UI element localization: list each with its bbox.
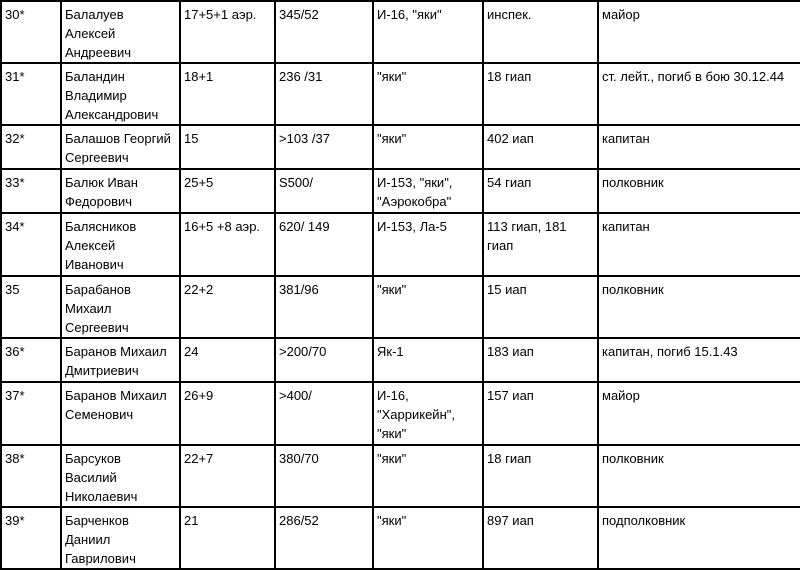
sorties-battles-cell: 345/52 bbox=[275, 1, 373, 63]
sorties-battles-cell: 620/ 149 bbox=[275, 213, 373, 276]
rank-cell: ст. лейт., погиб в бою 30.12.44 bbox=[598, 63, 800, 125]
row-number: 37* bbox=[1, 382, 61, 445]
victories-cell: 26+9 bbox=[180, 382, 275, 445]
unit-cell: 402 иап bbox=[483, 125, 598, 169]
table-row bbox=[1, 382, 800, 445]
sorties-battles-cell: >400/ bbox=[275, 382, 373, 445]
sorties-battles-cell: 380/70 bbox=[275, 445, 373, 507]
sorties-battles-cell: >103 /37 bbox=[275, 125, 373, 169]
row-number: 38* bbox=[1, 445, 61, 507]
victories-cell: 22+2 bbox=[180, 276, 275, 338]
unit-cell: 897 иап bbox=[483, 507, 598, 569]
row-number: 31* bbox=[1, 63, 61, 125]
table-row bbox=[1, 213, 800, 276]
victories-cell: 22+7 bbox=[180, 445, 275, 507]
unit-cell: 18 гиап bbox=[483, 445, 598, 507]
rank-cell: полковник bbox=[598, 169, 800, 213]
unit-cell: 113 гиап, 181 гиап bbox=[483, 213, 598, 276]
pilot-name: Барабанов Михаил Сергеевич bbox=[61, 276, 180, 338]
rank-cell: капитан bbox=[598, 213, 800, 276]
pilot-name: Балюк Иван Федорович bbox=[61, 169, 180, 213]
victories-cell: 25+5 bbox=[180, 169, 275, 213]
row-number: 39* bbox=[1, 507, 61, 569]
table-row bbox=[1, 507, 800, 569]
row-number: 32* bbox=[1, 125, 61, 169]
rank-cell: полковник bbox=[598, 445, 800, 507]
row-number: 35 bbox=[1, 276, 61, 338]
aircraft-cell: "яки" bbox=[373, 276, 483, 338]
table-row bbox=[1, 169, 800, 213]
pilot-name: Балалуев Алексей Андреевич bbox=[61, 1, 180, 63]
sorties-battles-cell: S500/ bbox=[275, 169, 373, 213]
sorties-battles-cell: 236 /31 bbox=[275, 63, 373, 125]
table-row bbox=[1, 1, 800, 63]
victories-cell: 16+5 +8 аэр. bbox=[180, 213, 275, 276]
aircraft-cell: И-153, Ла-5 bbox=[373, 213, 483, 276]
victories-cell: 18+1 bbox=[180, 63, 275, 125]
sorties-battles-cell: 381/96 bbox=[275, 276, 373, 338]
row-number: 33* bbox=[1, 169, 61, 213]
unit-cell: 183 иап bbox=[483, 338, 598, 382]
aircraft-cell: Як-1 bbox=[373, 338, 483, 382]
unit-cell: 157 иап bbox=[483, 382, 598, 445]
victories-cell: 15 bbox=[180, 125, 275, 169]
rank-cell: полковник bbox=[598, 276, 800, 338]
unit-cell: 15 иап bbox=[483, 276, 598, 338]
aircraft-cell: "яки" bbox=[373, 125, 483, 169]
sorties-battles-cell: >200/70 bbox=[275, 338, 373, 382]
pilot-name: Барченков Даниил Гаврилович bbox=[61, 507, 180, 569]
unit-cell: 54 гиап bbox=[483, 169, 598, 213]
rank-cell: майор bbox=[598, 1, 800, 63]
pilot-name: Барсуков Василий Николаевич bbox=[61, 445, 180, 507]
pilot-name: Баранов Михаил Дмитриевич bbox=[61, 338, 180, 382]
pilot-name: Баландин Владимир Александрович bbox=[61, 63, 180, 125]
table-row bbox=[1, 125, 800, 169]
sorties-battles-cell: 286/52 bbox=[275, 507, 373, 569]
rank-cell: капитан, погиб 15.1.43 bbox=[598, 338, 800, 382]
aircraft-cell: "яки" bbox=[373, 445, 483, 507]
row-number: 30* bbox=[1, 1, 61, 63]
unit-cell: инспек. bbox=[483, 1, 598, 63]
table-row bbox=[1, 63, 800, 125]
aircraft-cell: "яки" bbox=[373, 507, 483, 569]
table-row bbox=[1, 338, 800, 382]
rank-cell: капитан bbox=[598, 125, 800, 169]
unit-cell: 18 гиап bbox=[483, 63, 598, 125]
aircraft-cell: "яки" bbox=[373, 63, 483, 125]
aircraft-cell: И-153, "яки", "Аэрокобра" bbox=[373, 169, 483, 213]
rank-cell: майор bbox=[598, 382, 800, 445]
victories-cell: 17+5+1 аэр. bbox=[180, 1, 275, 63]
victories-cell: 24 bbox=[180, 338, 275, 382]
table-row bbox=[1, 276, 800, 338]
table-row bbox=[1, 445, 800, 507]
pilot-name: Баранов Михаил Семенович bbox=[61, 382, 180, 445]
pilot-name: Балясников Алексей Иванович bbox=[61, 213, 180, 276]
row-number: 34* bbox=[1, 213, 61, 276]
row-number: 36* bbox=[1, 338, 61, 382]
pilot-name: Балашов Георгий Сергеевич bbox=[61, 125, 180, 169]
aircraft-cell: И-16, "яки" bbox=[373, 1, 483, 63]
aircraft-cell: И-16, "Харрикейн", "яки" bbox=[373, 382, 483, 445]
rank-cell: подполковник bbox=[598, 507, 800, 569]
victories-cell: 21 bbox=[180, 507, 275, 569]
